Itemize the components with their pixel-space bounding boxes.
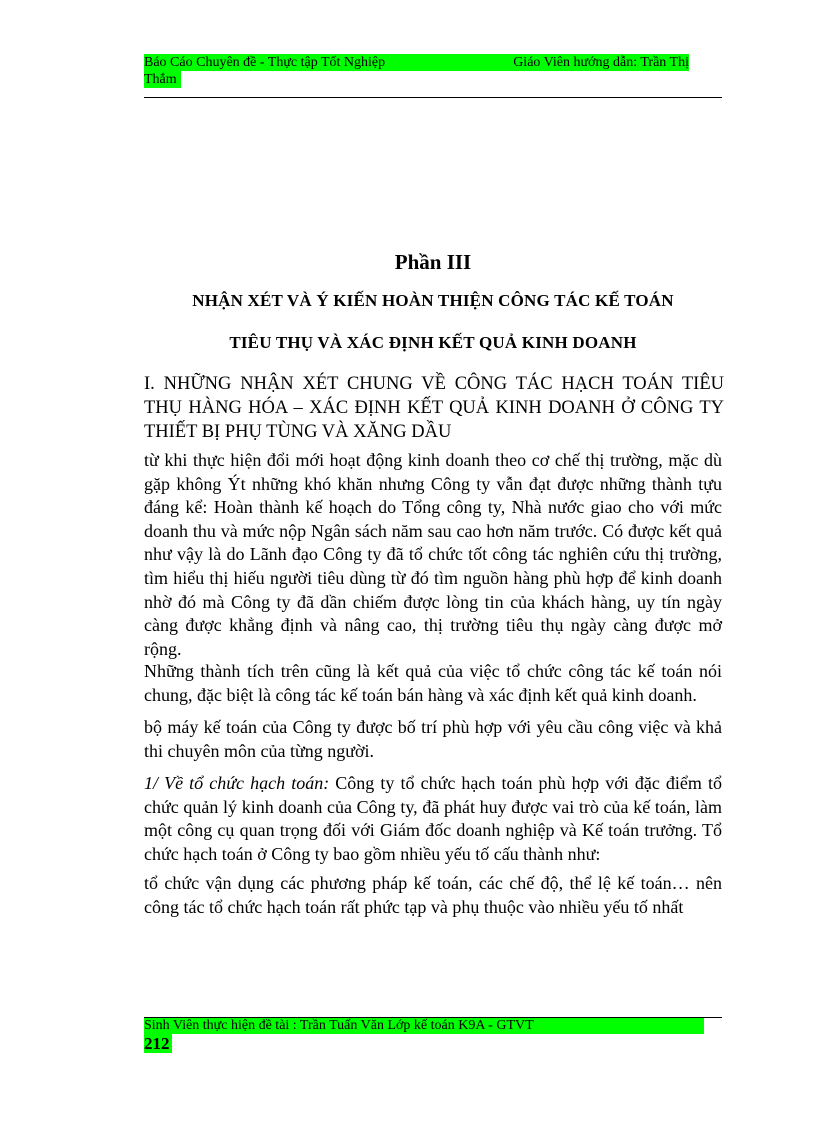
paragraph-5: tổ chức vận dụng các phương pháp kế toán, các chế độ, thể lệ kế toán… nên công tác tổ chức hạch toán rất phức tạp và phụ thuộc vào nhiều yếu tố nhất — [144, 873, 722, 917]
header-advisor: Giáo Viên hướng dẫn: Trần Thị — [513, 55, 689, 70]
page-header — [144, 54, 722, 88]
chapter-title-line-2: TIÊU THỤ VÀ XÁC ĐỊNH KẾT QUẢ KINH DOANH — [229, 333, 637, 352]
paragraph-2: Những thành tích trên cũng là kết quả của việc tổ chức công tác kế toán nói chung, đặc biệt là công tác kế toán bán hàng và xác định kết quả kinh doanh. — [144, 661, 722, 705]
paragraph-1: từ khi thực hiện đổi mới hoạt động kinh doanh theo cơ chế thị trường, mặc dù gặp không Ýt những khó khăn nhưng Công ty vẫn đạt được những thành tựu đáng kể: Hoàn thành kế hoạch do Tổng công ty, Nhà nước giao cho với mức doanh thu và mức nộp Ngân sách năm sau cao hơn năm trước. Có được kết quả như vậy là do Lãnh đạo Công ty đã tổ chức tốt công tác nghiên cứu thị trường, tìm hiểu thị hiếu người tiêu dùng từ đó tìm nguồn hàng phù hợp để kinh doanh nhờ đó mà Công ty đã dần chiếm được lòng tin của khách hàng, uy tín ngày càng được khẳng định và nâng cao, thị trường tiêu thụ ngày càng được mở rộng. — [144, 450, 722, 659]
chapter-title-line-1: NHẬN XÉT VÀ Ý KIẾN HOÀN THIỆN CÔNG TÁC KẾ TOÁN — [192, 291, 674, 310]
section-heading: I. NHỮNG NHẬN XÉT CHUNG VỀ CÔNG TÁC HẠCH TOÁN TIÊU THỤ HÀNG HÓA – XÁC ĐỊNH KẾT QUẢ KINH DOANH Ở CÔNG TY THIẾT BỊ PHỤ TÙNG VÀ XĂNG DẦU — [144, 374, 724, 442]
paragraph-4 — [144, 772, 722, 866]
header-divider — [144, 97, 722, 98]
header-highlight-line — [144, 54, 689, 71]
paragraph-3: bộ máy kế toán của Công ty được bố trí phù hợp với yêu cầu công việc và khả thi chuyên môn của từng người. — [144, 717, 722, 761]
part-title: Phần III — [394, 250, 472, 274]
header-report-title: Báo Cáo Chuyên đề - Thực tập Tốt Nghiệp — [144, 55, 386, 70]
paragraph-4-lead: 1/ Về tổ chức hạch toán: — [144, 773, 330, 793]
page-footer — [144, 1018, 722, 1054]
header-advisor-continuation: Thắm — [144, 71, 181, 88]
page-number: 212 — [144, 1034, 170, 1053]
footer-student-info: Sinh Viên thực hiện đề tài : Trần Tuấn Văn Lớp kế toán K9A - GTVT — [144, 1018, 704, 1034]
paragraph-4-body: Công ty tổ chức hạch toán phù hợp với đặc điểm tổ chức quản lý kinh doanh của Công ty, đã phát huy được vai trò của kế toán, làm một công cụ quan trọng đối với Giám đốc doanh nghiệp và Kế toán trưởng. Tổ chức hạch toán ở Công ty bao gồm nhiều yếu tố cấu thành như: — [144, 773, 722, 864]
